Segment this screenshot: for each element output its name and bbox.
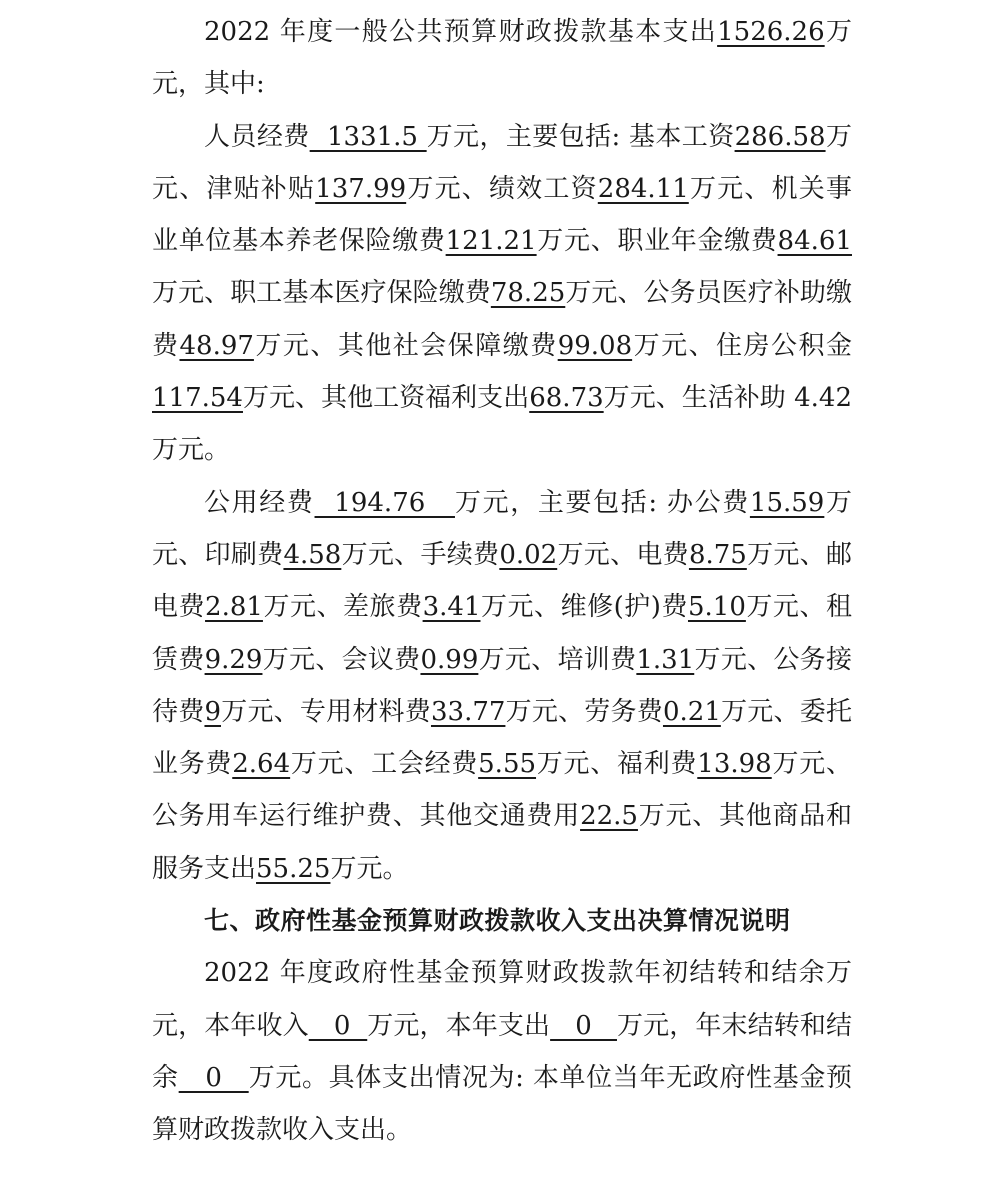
value-welfare: 13.98 [697, 749, 772, 780]
text: 2022 年度一般公共预算财政拨款基本支出 [204, 17, 718, 47]
text: 万元、机关事业单位基本养老保险缴费 [152, 173, 852, 257]
text: 万元、其他工资福利支出 [242, 383, 530, 414]
value-other-welfare: 68.73 [529, 383, 604, 414]
text: 万元，主要包括: 基本工资 [426, 121, 735, 152]
value-medical-insurance: 78.25 [490, 278, 566, 309]
value-year-end-balance: 0 [178, 1062, 249, 1093]
text: 万元、委托业务费 [152, 696, 852, 780]
value-total-basic-expenditure: 1526.26 [717, 17, 825, 47]
text: 万元、工会经费 [290, 749, 479, 780]
text: 万元、其他社会保障缴费 [253, 330, 558, 361]
value-basic-salary: 286.58 [734, 121, 826, 152]
value-other-goods-services: 55.25 [256, 853, 331, 884]
text: 万元、差旅费 [262, 592, 423, 623]
text: 万元。具体支出情况为: 本单位当年无政府性基金预算财政拨款收入支出。 [152, 1062, 852, 1146]
paragraph-public-expenses [152, 477, 852, 895]
text: 万元、电费 [557, 539, 689, 570]
text: 万元、培训费 [478, 644, 637, 675]
text: 万元、公务接待费 [152, 644, 852, 727]
text: 万元，主要包括: 办公费 [454, 487, 750, 518]
text: 万元、印刷费 [152, 487, 852, 570]
value-personnel-total: 1331.5 [309, 121, 427, 152]
text: 2022 年度政府性基金预算财政拨款年初结转和结余万元，本年收入 [152, 958, 852, 1041]
paragraph-personnel-expenses [152, 111, 852, 477]
text: 万元、津贴补贴 [152, 121, 852, 204]
value-office: 15.59 [749, 487, 825, 518]
value-rent: 9.29 [204, 644, 263, 675]
value-civil-servant-medical: 48.97 [179, 330, 254, 361]
text: 万元、邮电费 [152, 539, 852, 623]
value-meeting: 0.99 [420, 644, 479, 675]
value-travel: 3.41 [422, 592, 481, 623]
value-pension-insurance: 121.21 [445, 226, 537, 257]
document-page [152, 6, 852, 1157]
value-performance-pay: 284.11 [597, 173, 689, 204]
text: 万元。 [330, 853, 409, 884]
text: 万元，其中: [152, 17, 852, 100]
value-training: 1.31 [636, 644, 695, 675]
value-vehicle-transport: 22.5 [580, 801, 638, 832]
text: 万元、会议费 [262, 644, 421, 675]
text: 万元、维修(护)费 [480, 592, 688, 623]
value-maintenance: 5.10 [687, 592, 746, 623]
text: 万元、生活补助 4.42 万元。 [152, 383, 852, 466]
value-union: 5.55 [478, 749, 537, 780]
value-current-year-income: 0 [308, 1010, 368, 1041]
value-allowance: 137.99 [315, 173, 407, 204]
value-printing: 4.58 [283, 539, 342, 570]
value-other-social-security: 99.08 [557, 330, 633, 361]
text: 万元、专用材料费 [221, 696, 431, 727]
value-special-materials: 33.77 [430, 696, 506, 727]
text: 万元、职业年金缴费 [536, 226, 778, 257]
value-service-fee: 0.02 [499, 539, 558, 570]
section-heading: 七、政府性基金预算财政拨款收入支出决算情况说明 [204, 906, 791, 936]
text: 万元、公务用车运行维护费、其他交通费用 [152, 749, 852, 832]
value-current-year-expenditure: 0 [550, 1010, 617, 1041]
value-occupational-annuity: 84.61 [777, 226, 852, 257]
value-entrusted-business: 2.64 [232, 749, 291, 780]
text: 公用经费 [204, 487, 315, 518]
text: 万元、其他商品和服务支出 [152, 801, 852, 884]
paragraph-basic-expenditure [152, 6, 852, 111]
value-labor: 0.21 [662, 696, 721, 727]
value-reception: 9 [204, 696, 221, 727]
text: 万元、手续费 [341, 539, 500, 570]
value-electricity: 8.75 [688, 539, 747, 570]
text: 万元、福利费 [536, 749, 698, 780]
text: 万元、租赁费 [152, 592, 852, 675]
text: 万元，本年支出 [367, 1010, 551, 1041]
value-post-telecom: 2.81 [205, 592, 263, 623]
text: 万元、住房公积金 [632, 330, 852, 361]
text: 万元、绩效工资 [406, 173, 598, 204]
text: 人员经费 [204, 121, 310, 152]
value-housing-fund: 117.54 [152, 383, 243, 414]
text: 万元、公务员医疗补助缴费 [152, 278, 852, 361]
text: 万元、职工基本医疗保险缴费 [152, 278, 491, 309]
value-public-total: 194.76 [314, 487, 455, 518]
text: 万元、劳务费 [505, 696, 663, 727]
text: 万元，年末结转和结余 [152, 1010, 852, 1093]
paragraph-government-fund [152, 947, 852, 1156]
